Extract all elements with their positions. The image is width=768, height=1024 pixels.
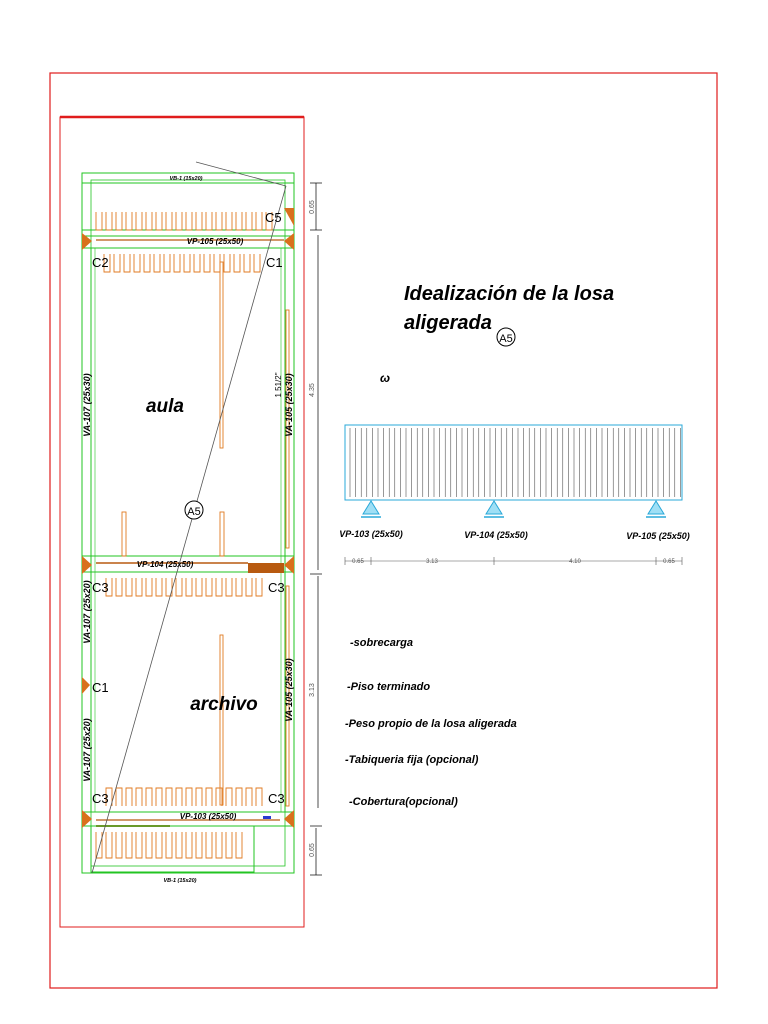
- column-label-c3-bl: C3: [92, 791, 109, 806]
- joist: [144, 254, 150, 272]
- supports: [361, 501, 666, 517]
- joist: [126, 578, 132, 596]
- joist: [136, 578, 142, 596]
- joist: [96, 212, 102, 230]
- joist: [226, 788, 232, 806]
- joist: [176, 832, 182, 858]
- joist: [166, 212, 172, 230]
- joist: [246, 212, 252, 230]
- joist: [126, 788, 132, 806]
- hdim-0-65-right: 0.65: [663, 559, 675, 565]
- joist: [254, 254, 260, 272]
- joist: [206, 578, 212, 596]
- room-archivo: archivo: [190, 694, 258, 715]
- joist: [236, 578, 242, 596]
- support-vp103: [363, 501, 379, 514]
- column-label-c1-top: C1: [266, 255, 283, 270]
- joist: [116, 788, 122, 806]
- joist: [186, 578, 192, 596]
- joist: [136, 212, 142, 230]
- title-line-2: aligerada: [404, 312, 492, 334]
- joist: [156, 832, 162, 858]
- joist: [146, 212, 152, 230]
- joist: [256, 212, 262, 230]
- column-label-c3-mr: C3: [268, 580, 285, 595]
- joist: [216, 788, 222, 806]
- joist: [156, 212, 162, 230]
- load-item-sobrecarga: -sobrecarga: [350, 637, 413, 649]
- column-label-c5: C5: [265, 210, 282, 225]
- plan-outline: [82, 173, 294, 873]
- distributed-load: [345, 425, 682, 500]
- joist: [234, 254, 240, 272]
- beam-label-va105-lower: VA-105 (25x30): [284, 658, 294, 722]
- joist: [196, 788, 202, 806]
- joist: [236, 788, 242, 806]
- joist: [164, 254, 170, 272]
- joist: [196, 832, 202, 858]
- joist: [176, 578, 182, 596]
- dim-4-35: 4.35: [309, 383, 316, 397]
- joist: [124, 254, 130, 272]
- joist: [184, 254, 190, 272]
- joist: [106, 832, 112, 858]
- joist: [246, 578, 252, 596]
- beam-label-va105-upper: VA-105 (25x30): [284, 373, 294, 437]
- support-label-vp104: VP-104 (25x50): [464, 530, 528, 540]
- column-label-c3-br: C3: [268, 791, 285, 806]
- title-section-marker-label: A5: [499, 333, 513, 345]
- joist: [186, 788, 192, 806]
- section-marker-label: A5: [187, 506, 201, 518]
- beam-section: [248, 563, 284, 573]
- beam-label-va107-low: VA-107 (25x20): [82, 718, 92, 782]
- joist: [206, 832, 212, 858]
- joist: [224, 254, 230, 272]
- room-aula: aula: [145, 396, 185, 417]
- joist: [146, 832, 152, 858]
- joist: [194, 254, 200, 272]
- joist: [216, 832, 222, 858]
- joist: [244, 254, 250, 272]
- plan-inner-outline: [91, 180, 285, 866]
- load-item-cobertura: -Cobertura(opcional): [349, 796, 458, 808]
- dim-3-13: 3.13: [309, 683, 316, 697]
- load-item-tabiqueria: -Tabiqueria fija (opcional): [345, 754, 479, 766]
- dim-0-65-bottom: 0.65: [309, 843, 316, 857]
- load-item-piso-terminado: -Piso terminado: [347, 681, 431, 693]
- beam-label-vb-bottom: VB-1 (15x20): [163, 878, 197, 884]
- load-symbol: ω: [380, 371, 391, 385]
- support-vp105: [648, 501, 664, 514]
- joist: [166, 788, 172, 806]
- joist: [214, 254, 220, 272]
- joist: [246, 788, 252, 806]
- support-vp104: [486, 501, 502, 514]
- wall-note: 1 51/2": [274, 372, 283, 398]
- joist: [236, 212, 242, 230]
- joist: [116, 212, 122, 230]
- load-item-peso-propio: -Peso propio de la losa aligerada: [345, 718, 517, 730]
- title-line-1: Idealización de la losa: [404, 283, 615, 305]
- column-label-c3-ml: C3: [92, 580, 109, 595]
- vertical-dimension: [310, 183, 322, 875]
- joist: [136, 788, 142, 806]
- joist: [146, 578, 152, 596]
- column-label-c1-left: C1: [92, 680, 109, 695]
- joist: [226, 578, 232, 596]
- beam-label-vp105: VP-105 (25x50): [186, 237, 244, 246]
- joist: [146, 788, 152, 806]
- column-markers: [82, 208, 294, 828]
- joist: [216, 578, 222, 596]
- joist: [216, 212, 222, 230]
- joist: [116, 832, 122, 858]
- joist: [256, 788, 262, 806]
- joist: [226, 212, 232, 230]
- joist: [156, 578, 162, 596]
- joist: [196, 578, 202, 596]
- joist: [136, 832, 142, 858]
- joist: [196, 212, 202, 230]
- joist: [166, 832, 172, 858]
- joist: [236, 832, 242, 858]
- support-label-vp103: VP-103 (25x50): [339, 529, 403, 539]
- section-cut-line: [196, 162, 286, 186]
- joist: [116, 578, 122, 596]
- joist: [174, 254, 180, 272]
- joist: [186, 832, 192, 858]
- beam-label-vb-top: VB-1 (15x20): [169, 176, 203, 182]
- joist: [176, 788, 182, 806]
- joist: [126, 212, 132, 230]
- joist: [226, 832, 232, 858]
- beam-label-va107-upper: VA-107 (25x30): [82, 373, 92, 437]
- beam-label-vp103: VP-103 (25x50): [179, 812, 237, 821]
- beam-label-va107-mid: VA-107 (25x20): [82, 580, 92, 644]
- joist: [256, 578, 262, 596]
- joist: [134, 254, 140, 272]
- column-label-c2: C2: [92, 255, 109, 270]
- hdim-4-10: 4.10: [569, 559, 581, 565]
- support-label-vp105: VP-105 (25x50): [626, 531, 690, 541]
- dim-0-65-top: 0.65: [309, 200, 316, 214]
- section-cut-line-main: [92, 186, 286, 873]
- joist: [96, 832, 102, 858]
- joist: [106, 212, 112, 230]
- joist: [206, 788, 212, 806]
- joist: [114, 254, 120, 272]
- joist: [204, 254, 210, 272]
- horizontal-dimension: [345, 557, 682, 565]
- beam-label-vp104: VP-104 (25x50): [136, 560, 194, 569]
- joist: [206, 212, 212, 230]
- joist: [126, 832, 132, 858]
- hdim-3-13: 3.13: [426, 559, 438, 565]
- joist: [156, 788, 162, 806]
- joist: [176, 212, 182, 230]
- hdim-0-65-left: 0.65: [352, 559, 364, 565]
- joist: [186, 212, 192, 230]
- joist: [154, 254, 160, 272]
- floor-plan: [82, 162, 322, 884]
